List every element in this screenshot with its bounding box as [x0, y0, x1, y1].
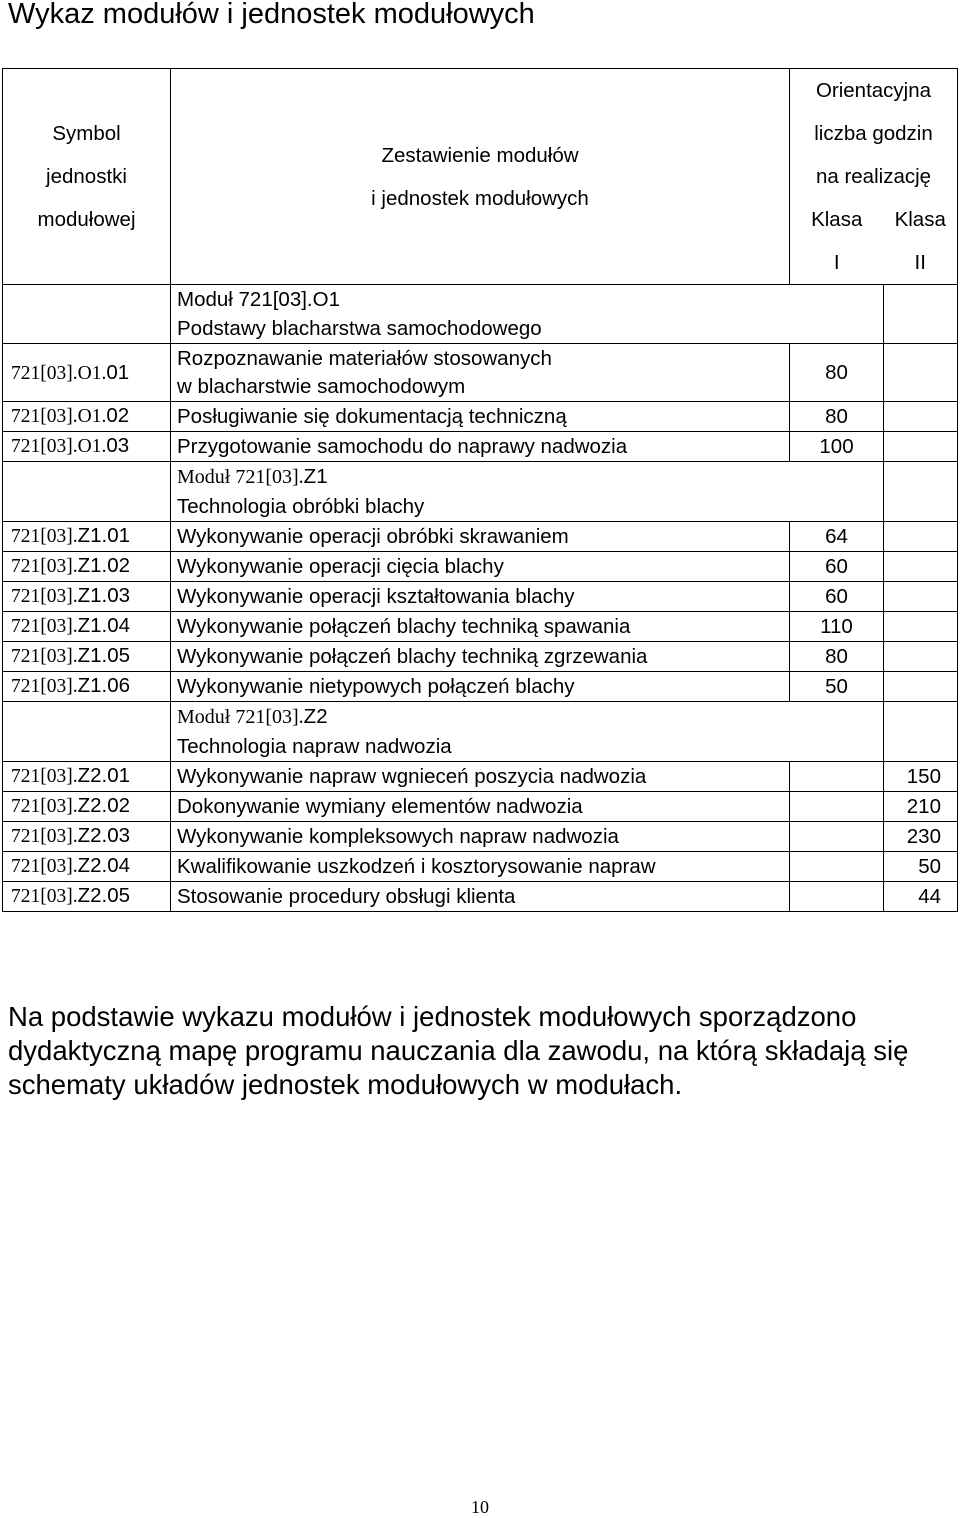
- table-row: [3, 612, 958, 642]
- unit-symbol: 721[03].Z2.04: [3, 852, 171, 882]
- unit-name-cell: [171, 612, 790, 642]
- unit-name-cell: [171, 792, 790, 822]
- table-row: [3, 582, 958, 612]
- page-title: Wykaz modułów i jednostek modułowych: [8, 0, 535, 30]
- header-class-2: Klasa II: [894, 208, 946, 274]
- module-header-row: [3, 462, 958, 522]
- unit-symbol: 721[03].Z2.02: [3, 792, 171, 822]
- unit-hours-class1: 110: [790, 612, 884, 642]
- header-modules: Zestawienie modułów i jednostek modułowych: [171, 69, 790, 285]
- table-row: [3, 432, 958, 462]
- table-header-row: [3, 69, 958, 285]
- unit-hours-class1: 64: [790, 522, 884, 552]
- module-code-suffix: O1: [312, 288, 340, 311]
- module-class2-cell: [884, 462, 958, 522]
- module-code-prefix: Moduł 721[03].: [177, 706, 304, 728]
- unit-hours-class1: [790, 882, 884, 912]
- unit-symbol: 721[03].O1.02: [3, 402, 171, 432]
- unit-name: Wykonywanie operacji kształtowania blachy: [177, 584, 575, 608]
- unit-symbol: 721[03].Z1.04: [3, 612, 171, 642]
- table-row: [3, 552, 958, 582]
- unit-name-cell: [171, 822, 790, 852]
- unit-name: Przygotowanie samochodu do naprawy nadwozia: [177, 434, 628, 458]
- module-symbol-cell: [3, 285, 171, 344]
- unit-hours-class1: 80: [790, 642, 884, 672]
- unit-name-cell: [171, 432, 790, 462]
- module-class2-cell: [884, 285, 958, 344]
- module-symbol-cell: [3, 702, 171, 762]
- page-number: 10: [471, 1497, 489, 1517]
- unit-hours-class2: [884, 402, 958, 432]
- unit-name-cell: [171, 582, 790, 612]
- table-row: [3, 402, 958, 432]
- module-class1-cell: [790, 702, 884, 762]
- module-class1-cell: [790, 462, 884, 522]
- unit-hours-class2: 150: [884, 762, 958, 792]
- module-class1-cell: [790, 285, 884, 344]
- unit-name-cell: [171, 882, 790, 912]
- unit-name-cell: [171, 672, 790, 702]
- table-row: [3, 852, 958, 882]
- unit-symbol: 721[03].O1.03: [3, 432, 171, 462]
- unit-symbol: 721[03].Z1.01: [3, 522, 171, 552]
- table-row: [3, 642, 958, 672]
- table-row: [3, 792, 958, 822]
- unit-name-cell: [171, 344, 790, 402]
- unit-name: Wykonywanie napraw wgnieceń poszycia nadwozia: [177, 764, 647, 788]
- unit-hours-class1: 80: [790, 344, 884, 402]
- unit-hours-class2: [884, 582, 958, 612]
- module-title: [171, 285, 790, 344]
- table-row: [3, 672, 958, 702]
- unit-hours-class2: [884, 344, 958, 402]
- module-code-suffix: Z1: [303, 465, 328, 488]
- module-name: Technologia obróbki blachy: [177, 495, 425, 518]
- unit-name: Wykonywanie kompleksowych napraw nadwozia: [177, 824, 619, 848]
- module-class2-cell: [884, 702, 958, 762]
- unit-hours-class1: 50: [790, 672, 884, 702]
- unit-hours-class2: [884, 432, 958, 462]
- module-symbol-cell: [3, 462, 171, 522]
- unit-hours-class2: [884, 522, 958, 552]
- unit-hours-class2: [884, 672, 958, 702]
- unit-hours-class2: 210: [884, 792, 958, 822]
- table-row: [3, 522, 958, 552]
- unit-symbol: 721[03].O1.01: [3, 344, 171, 402]
- unit-hours-class1: 60: [790, 582, 884, 612]
- unit-hours-class1: [790, 762, 884, 792]
- table-row: [3, 762, 958, 792]
- unit-name-line: Rozpoznawanie materiałów stosowanych: [177, 346, 552, 370]
- unit-hours-class2: [884, 612, 958, 642]
- unit-name-line: w blacharstwie samochodowym: [177, 374, 466, 398]
- unit-name: Posługiwanie się dokumentacją techniczną: [177, 404, 567, 428]
- unit-hours-class1: [790, 792, 884, 822]
- table-row: [3, 882, 958, 912]
- unit-symbol: 721[03].Z1.05: [3, 642, 171, 672]
- unit-name-cell: [171, 552, 790, 582]
- module-code-suffix: Z2: [303, 705, 328, 728]
- unit-name-cell: [171, 852, 790, 882]
- module-header-row: [3, 285, 958, 344]
- header-hours: Orientacyjna liczba godzin na realizację Klasa I Klasa II: [790, 69, 958, 285]
- unit-hours-class2: [884, 552, 958, 582]
- unit-hours-class1: 80: [790, 402, 884, 432]
- module-name: Podstawy blacharstwa samochodowego: [177, 317, 542, 340]
- unit-hours-class2: 44: [884, 882, 958, 912]
- module-name: Technologia napraw nadwozia: [177, 735, 452, 758]
- unit-name-cell: [171, 522, 790, 552]
- module-code-prefix: Moduł 721[03].: [177, 288, 313, 311]
- unit-name: Stosowanie procedury obsługi klienta: [177, 884, 516, 908]
- unit-name: Dokonywanie wymiany elementów nadwozia: [177, 794, 583, 818]
- unit-symbol: 721[03].Z1.03: [3, 582, 171, 612]
- unit-name: Wykonywanie operacji obróbki skrawaniem: [177, 524, 569, 548]
- unit-hours-class2: [884, 642, 958, 672]
- modules-table: [2, 68, 958, 912]
- table-row: [3, 344, 958, 402]
- unit-symbol: 721[03].Z1.02: [3, 552, 171, 582]
- unit-symbol: 721[03].Z1.06: [3, 672, 171, 702]
- unit-name: Wykonywanie operacji cięcia blachy: [177, 554, 504, 578]
- unit-hours-class1: [790, 822, 884, 852]
- unit-hours-class2: 230: [884, 822, 958, 852]
- module-header-row: [3, 702, 958, 762]
- unit-name-cell: [171, 402, 790, 432]
- unit-hours-class1: [790, 852, 884, 882]
- module-title: [171, 462, 790, 522]
- intro-paragraph: Na podstawie wykazu modułów i jednostek modułowych sporządzono dydaktyczną mapę programu nauczania dla zawodu, na którą składają się schematy układów jednostek modułowych w modułach.: [8, 1001, 909, 1100]
- unit-name-cell: [171, 642, 790, 672]
- unit-symbol: 721[03].Z2.01: [3, 762, 171, 792]
- module-title: [171, 702, 790, 762]
- unit-hours-class1: 100: [790, 432, 884, 462]
- unit-symbol: 721[03].Z2.05: [3, 882, 171, 912]
- unit-name: Wykonywanie połączeń blachy techniką spawania: [177, 614, 631, 638]
- module-code-prefix: Moduł 721[03].: [177, 466, 304, 488]
- unit-hours-class1: 60: [790, 552, 884, 582]
- unit-hours-class2: 50: [884, 852, 958, 882]
- unit-name: Wykonywanie połączeń blachy techniką zgrzewania: [177, 644, 648, 668]
- table-row: [3, 822, 958, 852]
- unit-name-cell: [171, 762, 790, 792]
- unit-symbol: 721[03].Z2.03: [3, 822, 171, 852]
- unit-name: Wykonywanie nietypowych połączeń blachy: [177, 674, 575, 698]
- unit-name: Kwalifikowanie uszkodzeń i kosztorysowanie napraw: [177, 854, 656, 878]
- header-class-1: Klasa I: [811, 208, 863, 274]
- header-symbol: Symbol jednostki modułowej: [3, 69, 171, 285]
